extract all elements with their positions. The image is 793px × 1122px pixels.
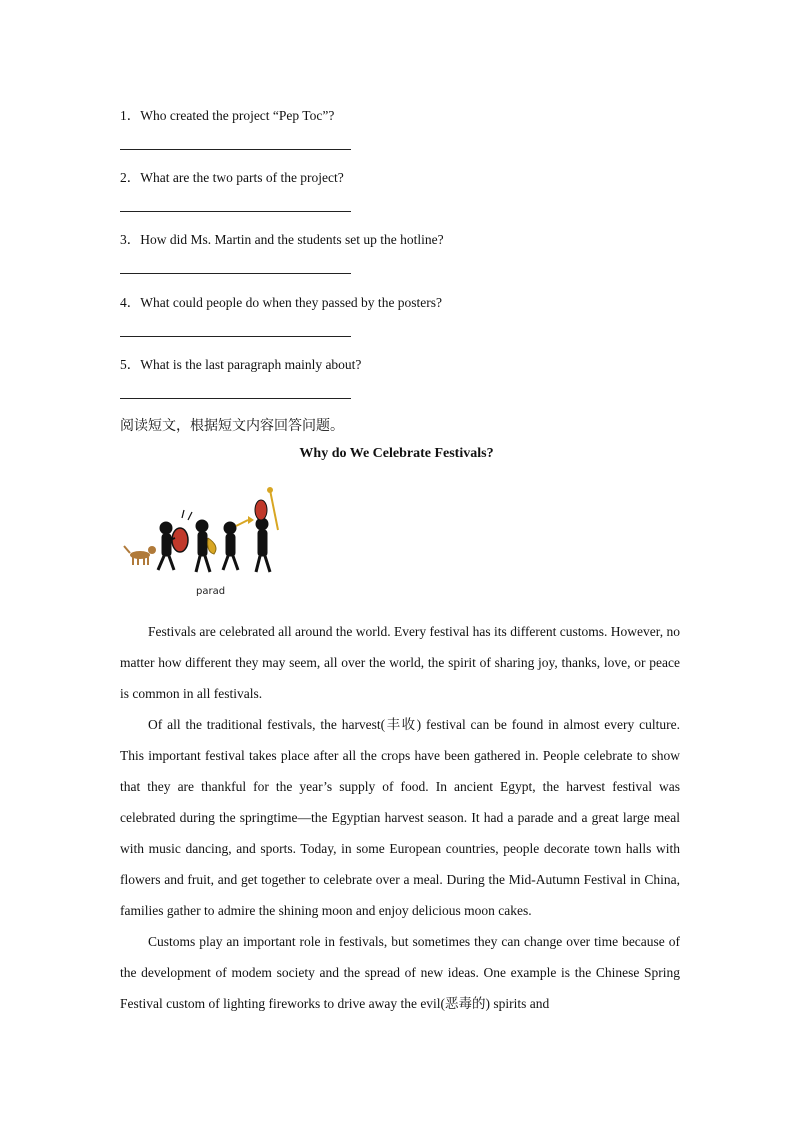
answer-line-3 — [120, 273, 351, 274]
paragraph-1: Festivals are celebrated all around the world. Every festival has its different customs. However, no matter how different they may seem, all over the world, the spirit of sharing joy, thanks, love, or peace is common in all festivals. — [120, 624, 680, 701]
paragraph-3: Customs play an important role in festivals, but sometimes they can change over time because of the development of modem society and the spread of new ideas. One example is the Chinese Spring Festival custom of lighting fireworks to drive away the evil(恶毒的) spirits and — [120, 934, 680, 1011]
horn-player-figure — [196, 520, 216, 572]
dog-figure — [124, 546, 156, 565]
question-2: 2．What are the two parts of the project? — [120, 170, 344, 185]
question-3: 3．How did Ms. Martin and the students set up the hotline? — [120, 232, 444, 247]
passage-body — [120, 616, 680, 1019]
image-caption: parad — [196, 586, 226, 597]
drummer-figure — [158, 510, 192, 570]
reading-instruction: 阅读短文，根据短文内容回答问题。 — [120, 418, 344, 434]
paragraph-2: Of all the traditional festivals, the harvest(丰收) festival can be found in almost every culture. This important festival takes place after all the crops have been gathered in. People celebrate to show that they are thankful for the year’s supply of food. In ancient Egypt, the harvest festival was celebrated during the springtime—the Egyptian harvest season. It had a parade and a great large meal with music dancing, and sports. Today, in some European countries, people decorate town halls with flowers and fruit, and get together to celebrate over a meal. During the Mid-Autumn Festival in China, families gather to admire the shining moon and enjoy delicious moon cakes. — [120, 717, 680, 918]
answer-line-2 — [120, 211, 351, 212]
trumpeter-figure — [223, 516, 254, 570]
answer-line-4 — [120, 336, 351, 337]
passage-title: Why do We Celebrate Festivals? — [299, 446, 494, 461]
answer-line-1 — [120, 149, 351, 150]
flag-bearer-figure — [255, 487, 278, 572]
question-5: 5．What is the last paragraph mainly about? — [120, 357, 362, 372]
question-4: 4．What could people do when they passed by the posters? — [120, 295, 443, 310]
answer-line-5 — [120, 398, 351, 399]
question-1: 1．Who created the project “Pep Toc”? — [120, 108, 335, 123]
